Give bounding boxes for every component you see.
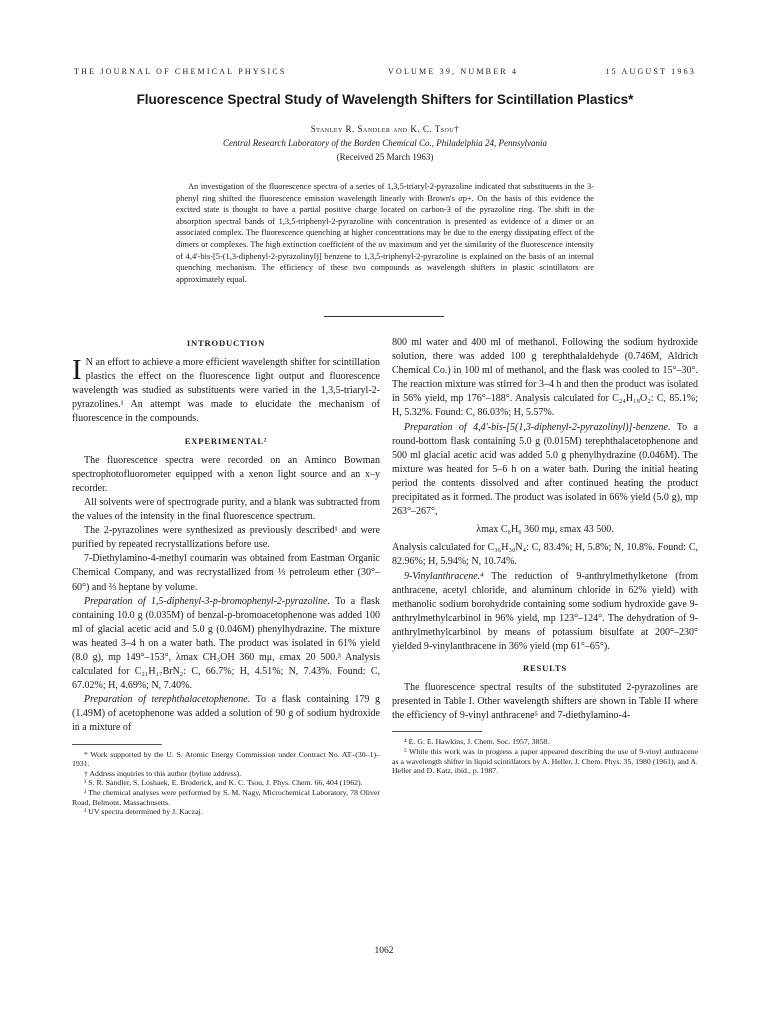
footnote: ⁵ While this work was in progress a paper appeared describing the use of 9-vinyl anthracene as a wavelength shifter in liquid scintillators by A. Heller, J. Chem. Phys. 35, 1980 (1961), and A. Heller and D. Katz, ibid., p. 1987. xyxy=(392,747,698,776)
introduction-heading: INTRODUCTION xyxy=(186,338,266,348)
preparation-text: To a flask containing 10.0 g (0.035M) of benzal-p-bromoacetophenone was added 100 ml of glacial acetic acid and 5.0 g (0.046M) phenylhydrazine. The mixture was heated 3–4 h on a water bath. The product was isolated in 61% yield (8.0 g), mp 149°–153°, λmax CH₃OH 360 mμ, εmax 20 500.³ Analysis calculated for C₂₁H₁₇BrN₂: C, 66.7%; H, 4.51%; N, 7.43%. Found: C, 67.02%; H, 4.69%; N, 7.40%. xyxy=(72,595,380,692)
spectral-formula: λmax C₆H₆ 360 mμ, εmax 43 500. xyxy=(476,524,614,536)
footnote: † Address inquiries to this author (byline address). xyxy=(84,768,242,778)
article-title: Fluorescence Spectral Study of Wavelength Shifters for Scintillation Plastics* xyxy=(136,92,634,107)
paragraph: The 2-pyrazolines were synthesized as previously described¹ and were purified by repeated recrystallizations before use. xyxy=(72,525,380,551)
drop-cap: I xyxy=(72,354,82,387)
preparation-title: Preparation of terephthalacetophenone. xyxy=(84,694,251,706)
introduction-text: N an effort to achieve a more efficient wavelength shifter for scintillation plastics the effect on the fluorescence light output and fluorescence wavelength was studied as substituents were varied in the 1,3,5-triaryl-2-pyrazolines.¹ An attempt was made to elucidate the mechanism of fluorescence in the compounds. xyxy=(72,357,380,425)
right-column xyxy=(392,336,698,776)
footnote-rule xyxy=(72,744,162,745)
experimental-heading: EXPERIMENTAL² xyxy=(184,435,268,446)
preparation-paragraph xyxy=(72,595,380,694)
issue-date: 15 AUGUST 1963 xyxy=(605,67,696,76)
author-affiliation: Central Research Laboratory of the Borden Chemical Co., Philadelphia 24, Pennsylvania xyxy=(222,138,548,148)
preparation-paragraph xyxy=(392,570,698,655)
paragraph: 7-Diethylamino-4-methyl coumarin was obtained from Eastman Organic Chemical Company, and was recrystallized from ⅓ petroleum ether (30°–60°) and ⅔ heptane by volume. xyxy=(72,553,380,593)
paragraph: Analysis calculated for C₃₆H₃₀N₄: C, 83.4%; H, 5.8%; N, 10.8%. Found: C, 82.96%; H, 5.94%; N, 10.74%. xyxy=(392,542,698,568)
running-head xyxy=(74,67,696,81)
preparation-title: Preparation of 4,4'-bis-[5(1,3-diphenyl-2-pyrazolinyl)]-benzene. xyxy=(404,421,671,433)
paragraph: The fluorescence spectra were recorded on an Aminco Bowman spectrophotofluorometer equipped with a xenon light source and an x–y recorder. xyxy=(72,454,380,494)
received-date: (Received 25 March 1963) xyxy=(336,152,434,162)
footnote: ¹ S. R. Sandler, S. Loshaek, E. Broderick, and K. C. Tsou, J. Phys. Chem. 66, 404 (1962). xyxy=(84,778,363,788)
paragraph: All solvents were of spectrograde purity, and a blank was subtracted from the values of the intensity in the final fluorescence spectrum. xyxy=(72,496,380,523)
preparation-paragraph xyxy=(392,421,698,520)
paragraph: 800 ml water and 400 ml of methanol. Following the sodium hydroxide solution, there was added 100 g terephthalaldehyde (0.746M, Aldrich Chemical Co.) in 100 ml of methanol, and the flask was cooled to 15°–30°. The reaction mixture was stirred for 3–4 h and then the product was isolated in 56% yield, mp 176°–188°. Analysis calculated for C₂₄H₁₈O₂: C, 85.1%; H, 5.32%. Found: C, 86.03%; H, 5.57%. xyxy=(392,337,698,419)
results-heading: RESULTS xyxy=(523,663,567,674)
paragraph: The fluorescence spectral results of the substituted 2-pyrazolines are presented in Table I. Other wavelength shifters are shown in Table II where the efficiency of 9-vinyl anthracene⁵ and 7-diethylamino-4- xyxy=(392,682,698,722)
preparation-text: The reduction of 9-anthrylmethylketone (from anthracene, acetyl chloride, and aluminum chloride in 62% yield) with methanolic sodium borohydride containing some sodium hydroxide gave 9-anthrylmethylcarbinol in 96% yield, mp 123°–124°. The dehydration of 9-anthrylmethylcarbinol by means of potassium bisulfate at 200°–230° yielded 9-vinylanthracene in 36% yield (mp 61°–65°). xyxy=(392,570,698,652)
footnote: * Work supported by the U. S. Atomic Energy Commission under Contract No. AT–(30–1)–1931. xyxy=(72,749,380,769)
preparation-title: Preparation of 1,5-diphenyl-3-p-bromophenyl-2-pyrazoline. xyxy=(84,595,330,607)
page-number: 1062 xyxy=(374,946,394,956)
preparation-title: 9-Vinylanthracene.⁴ xyxy=(404,570,484,582)
preparation-text: To a round-bottom flask containing 5.0 g (0.015M) terephthalacetophenone and 500 ml glacial acetic acid was added 5.0 g phenylhydrazine (0.046M). The mixture was heated for 5–6 h on a water bath. During the initial heating period the contents dissolved and after continued heating the product precipitated as it formed. The product was isolated in 66% yield (5.0 g), mp 263°–267°, xyxy=(392,421,698,518)
footnote-rule xyxy=(392,731,482,732)
footnote: ³ UV spectra determined by J. Kaczaj. xyxy=(84,807,203,817)
volume-number: VOLUME 39, NUMBER 4 xyxy=(388,67,519,76)
footnote: ² The chemical analyses were performed by S. M. Nagy, Microchemical Laboratory, 78 Oliver Road, Belmont, Massachusetts. xyxy=(72,787,380,807)
article-authors: Stanley R. Sandler and K. C. Tsou† xyxy=(310,124,460,134)
section-divider xyxy=(324,316,444,317)
introduction-paragraph xyxy=(72,356,380,426)
left-column xyxy=(72,336,380,817)
preparation-text: To a flask containing 179 g (1.49M) of acetophenone was added a solution of 90 g of sodium hydroxide in a mixture of xyxy=(72,694,380,734)
footnote: ⁴ E. G. E. Hawkins, J. Chem. Soc. 1957, 3858. xyxy=(404,737,550,747)
preparation-paragraph xyxy=(72,693,380,735)
journal-name: THE JOURNAL OF CHEMICAL PHYSICS xyxy=(74,67,287,76)
abstract: An investigation of the fluorescence spectra of a series of 1,3,5-triaryl-2-pyrazoline indicated that substituents in the 3-phenyl ring shifted the fluorescence emission wavelength linearly with Brown's σp+. On the basis of this evidence the excited state is thought to have a partial positive charge located on carbon-3 of the pyrazoline ring. The shift in the absorption spectral bands of 1,3,5-triphenyl-2-pyrazoline with concentration is presented as evidence of a dimer or an associated complex. The fluorescence quenching at higher concentrations may be due to the energy dissipating effect of the dimers or complexes. The high extinction coefficient of the uv maximum and yet the similarity of the fluorescence intensity of 4,4'-bis-[5-(1,3-diphenyl-2-pyrazolinyl)] benzene to 1,3,5-triphenyl-2-pyrazoline is explained on the basis of an internal quenching mechanism. The efficiency of these two compounds as wavelength shifters in plastic scintillators are approximately equal. xyxy=(176,182,594,284)
